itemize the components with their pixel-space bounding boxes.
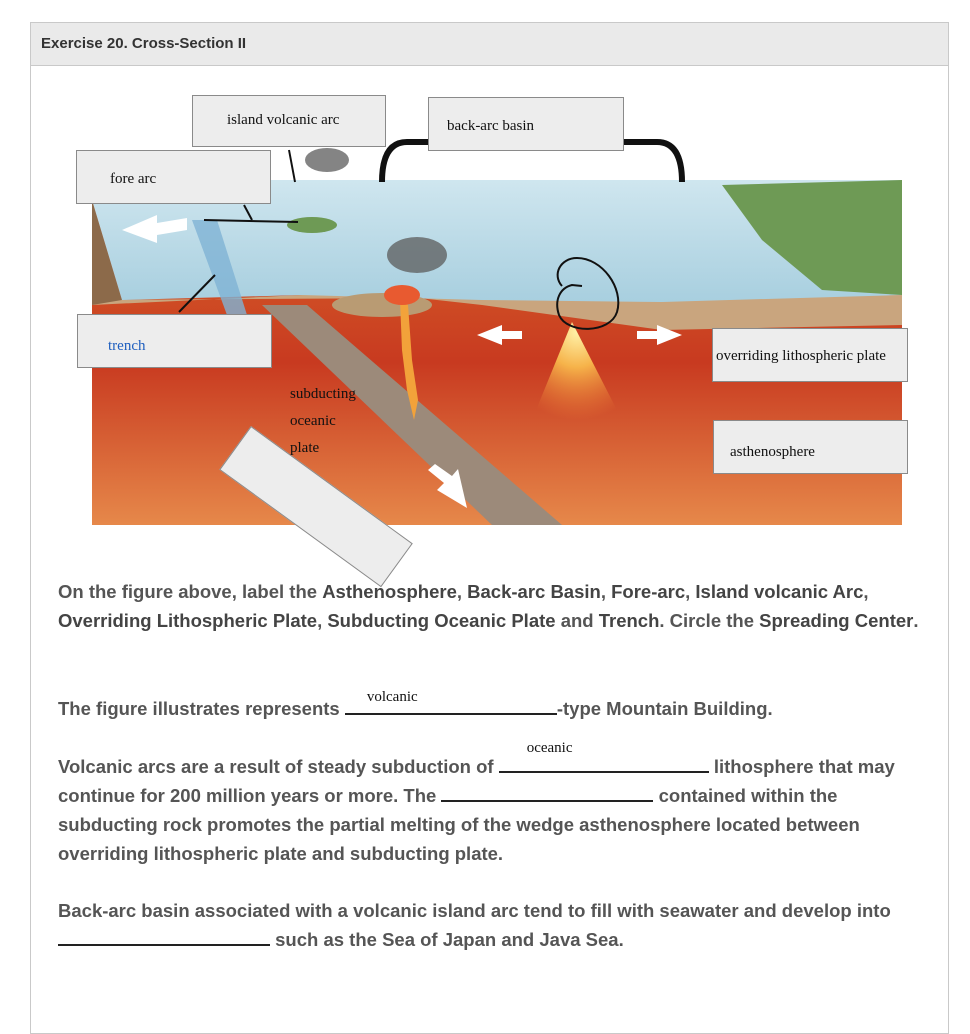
keyword: Subducting Oceanic Plate xyxy=(327,610,556,631)
keyword: Fore-arc xyxy=(611,581,686,602)
label-text: island volcanic arc xyxy=(227,112,340,128)
text: The figure illustrates represents xyxy=(58,698,345,719)
volcano-cone xyxy=(384,285,420,305)
label-line: subducting xyxy=(290,386,356,402)
text: such as the Sea of Japan and Java Sea. xyxy=(270,929,624,950)
panel-title: Exercise 20. Cross-Section II xyxy=(41,35,247,52)
label-text: trench xyxy=(108,338,146,354)
text: , xyxy=(863,581,869,602)
label-text: asthenosphere xyxy=(730,444,815,460)
instructions-paragraph xyxy=(58,577,928,635)
label-line: oceanic xyxy=(290,413,336,429)
answer-blank-1[interactable] xyxy=(345,689,557,715)
label-asthenosphere[interactable] xyxy=(713,420,908,474)
text: , xyxy=(600,581,612,602)
answer-text: oceanic xyxy=(526,740,573,756)
label-subducting-text xyxy=(290,381,356,462)
ash-cloud xyxy=(387,237,447,273)
answer-blank-3[interactable] xyxy=(441,782,653,802)
answer-blank-4[interactable] xyxy=(58,926,270,946)
label-text: overriding lithospheric plate xyxy=(716,348,886,364)
text: lithosphere that may continue for 200 million years or more. The xyxy=(58,756,895,806)
answer-blank-2[interactable] xyxy=(499,740,709,773)
text: and xyxy=(555,610,599,631)
keyword: Spreading Center xyxy=(759,610,914,631)
question-2 xyxy=(58,740,928,868)
label-text: back-arc basin xyxy=(447,118,535,134)
text: Back-arc basin associated with a volcanic island arc tend to fill with seawater and develop into xyxy=(58,900,891,921)
question-3 xyxy=(58,896,928,954)
label-line: plate xyxy=(290,440,320,456)
text: contained within the subducting rock promotes the partial melting of the wedge asthenosphere located between overriding lithospheric plate and subducting plate. xyxy=(58,785,860,864)
text: . xyxy=(913,610,919,631)
panel-header xyxy=(31,23,948,66)
label-back-arc-basin[interactable] xyxy=(428,97,624,151)
ash-cloud-top xyxy=(305,148,349,172)
keyword: Overriding Lithospheric Plate xyxy=(58,610,318,631)
label-island-volcanic-arc[interactable] xyxy=(192,95,386,147)
keyword: Asthenosphere xyxy=(322,581,457,602)
text: , xyxy=(317,610,328,631)
text: -type Mountain Building. xyxy=(556,698,773,719)
keyword: Back-arc Basin xyxy=(467,581,601,602)
arc-pointer xyxy=(289,150,295,182)
text: . Circle the xyxy=(659,610,760,631)
text: Volcanic arcs are a result of steady subduction of xyxy=(58,756,499,777)
island-small xyxy=(287,217,337,233)
question-1 xyxy=(58,689,928,723)
label-fore-arc[interactable] xyxy=(76,150,271,204)
keyword: Island volcanic Arc xyxy=(695,581,864,602)
label-trench[interactable] xyxy=(77,314,272,368)
text: , xyxy=(685,581,696,602)
answer-text: volcanic xyxy=(366,689,418,705)
keyword: Trench xyxy=(598,610,660,631)
text: On the figure above, label the xyxy=(58,581,323,602)
label-overriding-plate[interactable] xyxy=(712,328,908,382)
text: , xyxy=(456,581,468,602)
label-text: fore arc xyxy=(110,171,157,187)
